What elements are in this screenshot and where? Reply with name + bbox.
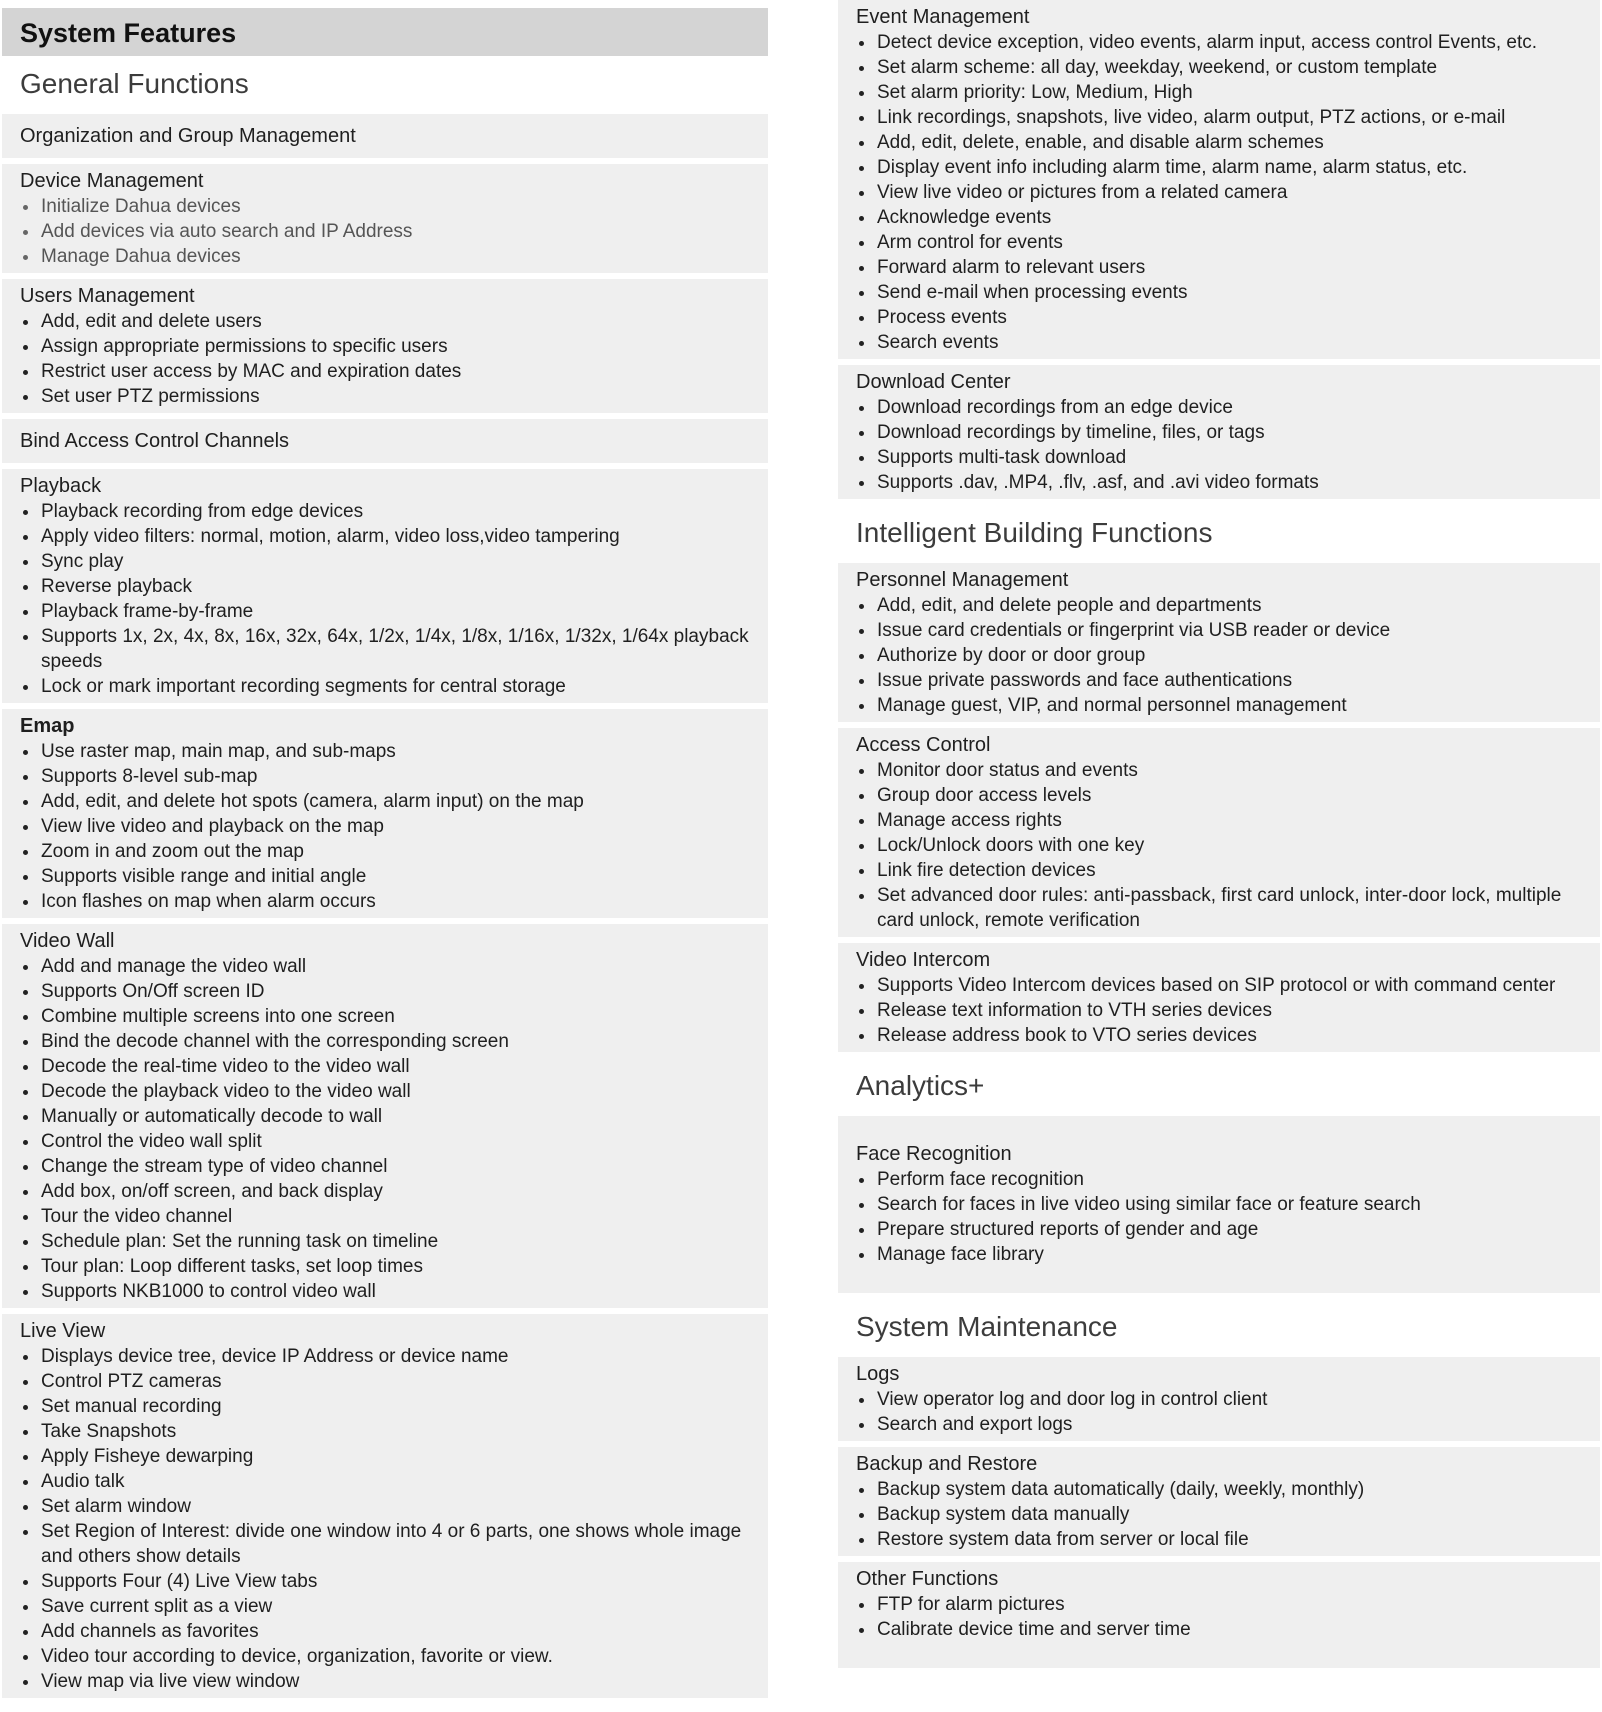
list-item: Supports NKB1000 to control video wall xyxy=(20,1279,750,1304)
left-column xyxy=(2,8,768,1704)
feature-list xyxy=(20,499,750,699)
section-title: Video Intercom xyxy=(856,949,991,971)
section-playback xyxy=(2,469,768,703)
list-item: Add, edit and delete users xyxy=(20,309,750,334)
feature-list xyxy=(856,758,1582,933)
list-item: Perform face recognition xyxy=(856,1167,1582,1192)
category-intelligent-building: Intelligent Building Functions xyxy=(856,517,1213,548)
section-face-recognition xyxy=(838,1116,1600,1293)
section-title: Personnel Management xyxy=(856,569,1069,591)
section-event-management xyxy=(838,0,1600,359)
list-item: Manage face library xyxy=(856,1242,1582,1267)
list-item: Prepare structured reports of gender and age xyxy=(856,1217,1582,1242)
section-title: Video Wall xyxy=(20,930,115,952)
list-item: Decode the playback video to the video wall xyxy=(20,1079,750,1104)
list-item: Set alarm scheme: all day, weekday, weekend, or custom template xyxy=(856,55,1582,80)
list-item: Initialize Dahua devices xyxy=(20,194,750,219)
list-item: Set Region of Interest: divide one window into 4 or 6 parts, one shows whole image and others show details xyxy=(20,1519,750,1569)
section-title: Live View xyxy=(20,1320,106,1342)
section-organization xyxy=(2,114,768,158)
section-title: Users Management xyxy=(20,285,195,307)
list-item: Supports multi-task download xyxy=(856,445,1582,470)
list-item: Restore system data from server or local file xyxy=(856,1527,1582,1552)
list-item: Apply video filters: normal, motion, alarm, video loss,video tampering xyxy=(20,524,750,549)
section-title: Playback xyxy=(20,475,102,497)
list-item: Add, edit, and delete hot spots (camera, alarm input) on the map xyxy=(20,789,750,814)
section-title: Logs xyxy=(856,1363,900,1385)
list-item: Set advanced door rules: anti-passback, first card unlock, inter-door lock, multiple card unlock, remote verification xyxy=(856,883,1582,933)
list-item: Search for faces in live video using similar face or feature search xyxy=(856,1192,1582,1217)
list-item: Release text information to VTH series devices xyxy=(856,998,1582,1023)
list-item: Search and export logs xyxy=(856,1412,1582,1437)
list-item: Tour the video channel xyxy=(20,1204,750,1229)
list-item: Manage guest, VIP, and normal personnel management xyxy=(856,693,1582,718)
section-other-functions xyxy=(838,1562,1600,1668)
list-item: Audio talk xyxy=(20,1469,750,1494)
list-item: Forward alarm to relevant users xyxy=(856,255,1582,280)
feature-list xyxy=(856,1477,1582,1552)
section-backup-restore xyxy=(838,1447,1600,1556)
feature-list xyxy=(856,1387,1582,1437)
section-video-wall xyxy=(2,924,768,1308)
list-item: Backup system data automatically (daily, weekly, monthly) xyxy=(856,1477,1582,1502)
list-item: Add, edit, delete, enable, and disable alarm schemes xyxy=(856,130,1582,155)
list-item: Lock/Unlock doors with one key xyxy=(856,833,1582,858)
feature-list xyxy=(856,30,1582,355)
feature-list xyxy=(20,954,750,1304)
list-item: Backup system data manually xyxy=(856,1502,1582,1527)
page-title: System Features xyxy=(2,8,768,56)
section-personnel-management xyxy=(838,563,1600,722)
list-item: Group door access levels xyxy=(856,783,1582,808)
list-item: Sync play xyxy=(20,549,750,574)
list-item: Video tour according to device, organization, favorite or view. xyxy=(20,1644,750,1669)
list-item: Assign appropriate permissions to specific users xyxy=(20,334,750,359)
list-item: Displays device tree, device IP Address or device name xyxy=(20,1344,750,1369)
section-access-control xyxy=(838,728,1600,937)
list-item: Lock or mark important recording segments for central storage xyxy=(20,674,750,699)
section-title: Emap xyxy=(20,715,75,737)
feature-list xyxy=(20,739,750,914)
feature-list xyxy=(856,593,1582,718)
feature-list xyxy=(856,1167,1582,1267)
list-item: Search events xyxy=(856,330,1582,355)
list-item: Add channels as favorites xyxy=(20,1619,750,1644)
list-item: Take Snapshots xyxy=(20,1419,750,1444)
list-item: Add devices via auto search and IP Address xyxy=(20,219,750,244)
list-item: Authorize by door or door group xyxy=(856,643,1582,668)
list-item: Release address book to VTO series devices xyxy=(856,1023,1582,1048)
list-item: Issue card credentials or fingerprint via USB reader or device xyxy=(856,618,1582,643)
list-item: Supports On/Off screen ID xyxy=(20,979,750,1004)
list-item: Combine multiple screens into one screen xyxy=(20,1004,750,1029)
section-title: Bind Access Control Channels xyxy=(20,430,290,452)
list-item: View operator log and door log in control client xyxy=(856,1387,1582,1412)
list-item: Decode the real-time video to the video wall xyxy=(20,1054,750,1079)
list-item: Control the video wall split xyxy=(20,1129,750,1154)
list-item: Set alarm window xyxy=(20,1494,750,1519)
list-item: Supports Four (4) Live View tabs xyxy=(20,1569,750,1594)
list-item: Schedule plan: Set the running task on timeline xyxy=(20,1229,750,1254)
list-item: Process events xyxy=(856,305,1582,330)
section-users-management xyxy=(2,279,768,413)
list-item: Display event info including alarm time, alarm name, alarm status, etc. xyxy=(856,155,1582,180)
list-item: Change the stream type of video channel xyxy=(20,1154,750,1179)
list-item: Monitor door status and events xyxy=(856,758,1582,783)
list-item: Playback frame-by-frame xyxy=(20,599,750,624)
section-title: Other Functions xyxy=(856,1568,999,1590)
list-item: Send e-mail when processing events xyxy=(856,280,1582,305)
list-item: Set manual recording xyxy=(20,1394,750,1419)
list-item: Link recordings, snapshots, live video, alarm output, PTZ actions, or e-mail xyxy=(856,105,1582,130)
feature-list xyxy=(20,1344,750,1694)
list-item: Save current split as a view xyxy=(20,1594,750,1619)
section-title: Organization and Group Management xyxy=(20,125,356,147)
list-item: Use raster map, main map, and sub-maps xyxy=(20,739,750,764)
list-item: Download recordings from an edge device xyxy=(856,395,1582,420)
list-item: Add box, on/off screen, and back display xyxy=(20,1179,750,1204)
section-device-management xyxy=(2,164,768,273)
section-live-view xyxy=(2,1314,768,1698)
section-title: Device Management xyxy=(20,170,204,192)
list-item: Manually or automatically decode to wall xyxy=(20,1104,750,1129)
list-item: Add and manage the video wall xyxy=(20,954,750,979)
list-item: Supports .dav, .MP4, .flv, .asf, and .avi video formats xyxy=(856,470,1582,495)
feature-list xyxy=(20,309,750,409)
list-item: Arm control for events xyxy=(856,230,1582,255)
list-item: Supports visible range and initial angle xyxy=(20,864,750,889)
list-item: Set user PTZ permissions xyxy=(20,384,750,409)
section-title: Download Center xyxy=(856,371,1011,393)
feature-list xyxy=(856,395,1582,495)
section-emap xyxy=(2,709,768,918)
list-item: Supports Video Intercom devices based on SIP protocol or with command center xyxy=(856,973,1582,998)
list-item: Link fire detection devices xyxy=(856,858,1582,883)
list-item: Download recordings by timeline, files, or tags xyxy=(856,420,1582,445)
feature-list xyxy=(20,194,750,269)
section-bind-access-control xyxy=(2,419,768,463)
category-system-maintenance: System Maintenance xyxy=(856,1311,1118,1342)
list-item: View live video or pictures from a related camera xyxy=(856,180,1582,205)
section-title: Event Management xyxy=(856,6,1030,28)
list-item: Restrict user access by MAC and expiration dates xyxy=(20,359,750,384)
list-item: Playback recording from edge devices xyxy=(20,499,750,524)
list-item: Issue private passwords and face authentications xyxy=(856,668,1582,693)
list-item: View map via live view window xyxy=(20,1669,750,1694)
category-general-functions: General Functions xyxy=(20,68,249,99)
section-logs xyxy=(838,1357,1600,1441)
list-item: Apply Fisheye dewarping xyxy=(20,1444,750,1469)
list-item: Set alarm priority: Low, Medium, High xyxy=(856,80,1582,105)
section-video-intercom xyxy=(838,943,1600,1052)
list-item: Zoom in and zoom out the map xyxy=(20,839,750,864)
section-title: Face Recognition xyxy=(856,1143,1012,1165)
list-item: Acknowledge events xyxy=(856,205,1582,230)
list-item: Supports 1x, 2x, 4x, 8x, 16x, 32x, 64x, 1/2x, 1/4x, 1/8x, 1/16x, 1/32x, 1/64x playback speeds xyxy=(20,624,750,674)
list-item: Calibrate device time and server time xyxy=(856,1617,1582,1642)
list-item: FTP for alarm pictures xyxy=(856,1592,1582,1617)
list-item: Supports 8-level sub-map xyxy=(20,764,750,789)
section-title: Backup and Restore xyxy=(856,1453,1038,1475)
feature-list xyxy=(856,1592,1582,1642)
feature-list xyxy=(856,973,1582,1048)
section-download-center xyxy=(838,365,1600,499)
list-item: Control PTZ cameras xyxy=(20,1369,750,1394)
list-item: Tour plan: Loop different tasks, set loop times xyxy=(20,1254,750,1279)
category-analytics: Analytics+ xyxy=(856,1070,985,1101)
list-item: Add, edit, and delete people and departments xyxy=(856,593,1582,618)
list-item: Manage access rights xyxy=(856,808,1582,833)
list-item: Reverse playback xyxy=(20,574,750,599)
list-item: Manage Dahua devices xyxy=(20,244,750,269)
list-item: Icon flashes on map when alarm occurs xyxy=(20,889,750,914)
section-title: Access Control xyxy=(856,734,991,756)
right-column xyxy=(838,0,1600,1674)
list-item: Detect device exception, video events, alarm input, access control Events, etc. xyxy=(856,30,1582,55)
list-item: View live video and playback on the map xyxy=(20,814,750,839)
list-item: Bind the decode channel with the corresponding screen xyxy=(20,1029,750,1054)
